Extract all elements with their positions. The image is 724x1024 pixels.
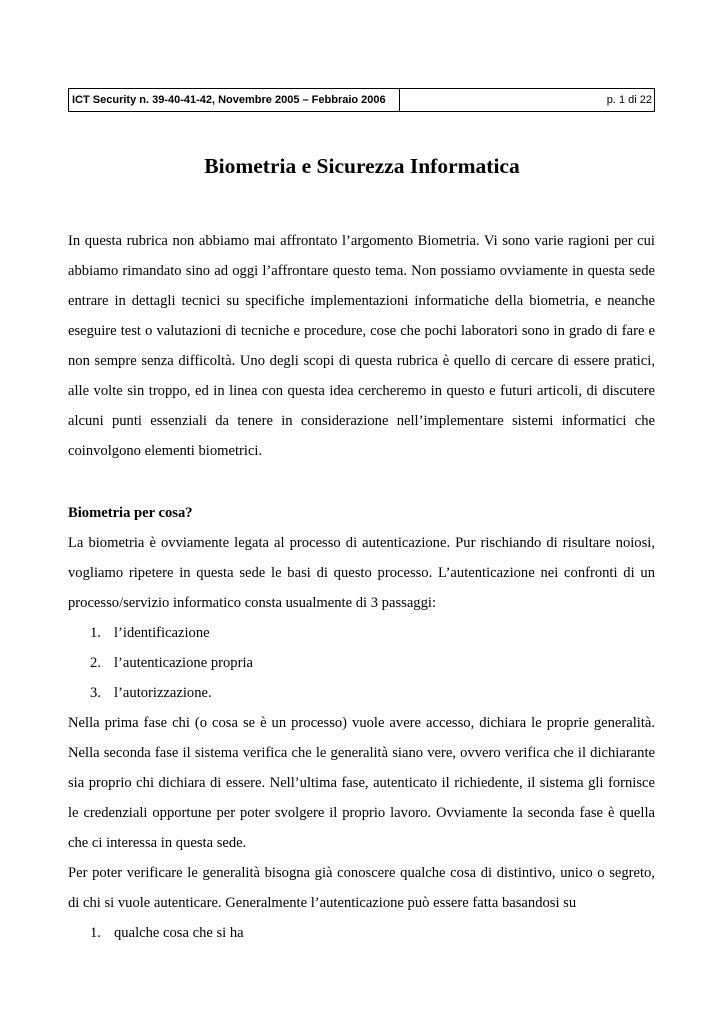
list-number: 1. [90, 625, 101, 641]
text-line: non sempre senza difficoltà. Uno degli scopi di questa rubrica è quello di cercare di essere pratici, [68, 353, 655, 369]
text-line: sia proprio chi dichiara di essere. Nell’ultima fase, autenticato il richiedente, il sistema gli fornisce [68, 775, 655, 791]
text-line: Nella seconda fase il sistema verifica che le generalità siano vere, ovvero verifica che il dichiarante [68, 745, 655, 761]
text-line: che ci interessa in questa sede. [68, 835, 247, 851]
document-title: Biometria e Sicurezza Informatica [204, 154, 520, 178]
list-item [68, 678, 655, 708]
text-line: entrare in dettagli tecnici su specifiche implementazioni informatiche della biometria, e neanche [68, 293, 655, 309]
authentication-steps-list [68, 618, 655, 708]
text-line: vogliamo ripetere in questa sede le basi di questo processo. L’autenticazione nei confronti di un [68, 565, 655, 581]
text-line: alle volte sin troppo, ed in linea con questa idea cercheremo in questo e futuri articoli, di discutere [68, 383, 655, 399]
section-paragraph-2 [68, 708, 655, 858]
running-header [68, 88, 655, 112]
text-line: eseguire test o valutazioni di tecniche e procedure, cose che pochi laboratori sono in grado di fare e [68, 323, 655, 339]
intro-paragraph [68, 226, 655, 466]
list-item [68, 918, 655, 948]
section-biometria-per-cosa [68, 498, 655, 948]
text-line: abbiamo rimandato sino ad oggi l’affrontare questo tema. Non possiamo ovviamente in questa sede [68, 263, 655, 279]
list-text: l’identificazione [114, 625, 210, 641]
list-item [68, 618, 655, 648]
list-text: qualche cosa che si ha [114, 925, 244, 941]
section-paragraph-1 [68, 528, 655, 618]
text-line: La biometria è ovviamente legata al processo di autenticazione. Pur rischiando di risultare noiosi, [68, 535, 655, 551]
section-paragraph-3 [68, 858, 655, 918]
list-number: 2. [90, 655, 101, 671]
authentication-factors-list [68, 918, 655, 948]
page-number: p. 1 di 22 [606, 94, 652, 106]
list-item [68, 648, 655, 678]
list-text: l’autorizzazione. [114, 685, 212, 701]
list-number: 3. [90, 685, 101, 701]
text-line: processo/servizio informatico consta usualmente di 3 passaggi: [68, 595, 436, 611]
text-line: di chi si vuole autenticare. Generalmente l’autenticazione può essere fatta basandosi su [68, 895, 577, 911]
text-line: le credenziali opportune per poter svolgere il proprio lavoro. Ovviamente la seconda fase è quella [68, 805, 655, 821]
journal-citation: ICT Security n. 39-40-41-42, Novembre 2005 – Febbraio 2006 [69, 89, 400, 111]
text-line: coinvolgono elementi biometrici. [68, 443, 263, 459]
text-line: Per poter verificare le generalità bisogna già conoscere qualche cosa di distintivo, unico o segreto, [68, 865, 655, 881]
text-line: Nella prima fase chi (o cosa se è un processo) vuole avere accesso, dichiara le proprie generalità. [68, 715, 655, 731]
text-line: In questa rubrica non abbiamo mai affrontato l’argomento Biometria. Vi sono varie ragioni per cui [68, 233, 655, 249]
text-line: alcuni punti essenziali da tenere in considerazione nell’implementare sistemi informatici che [68, 413, 655, 429]
list-text: l’autenticazione propria [114, 655, 253, 671]
list-number: 1. [90, 925, 101, 941]
section-heading: Biometria per cosa? [68, 505, 193, 521]
